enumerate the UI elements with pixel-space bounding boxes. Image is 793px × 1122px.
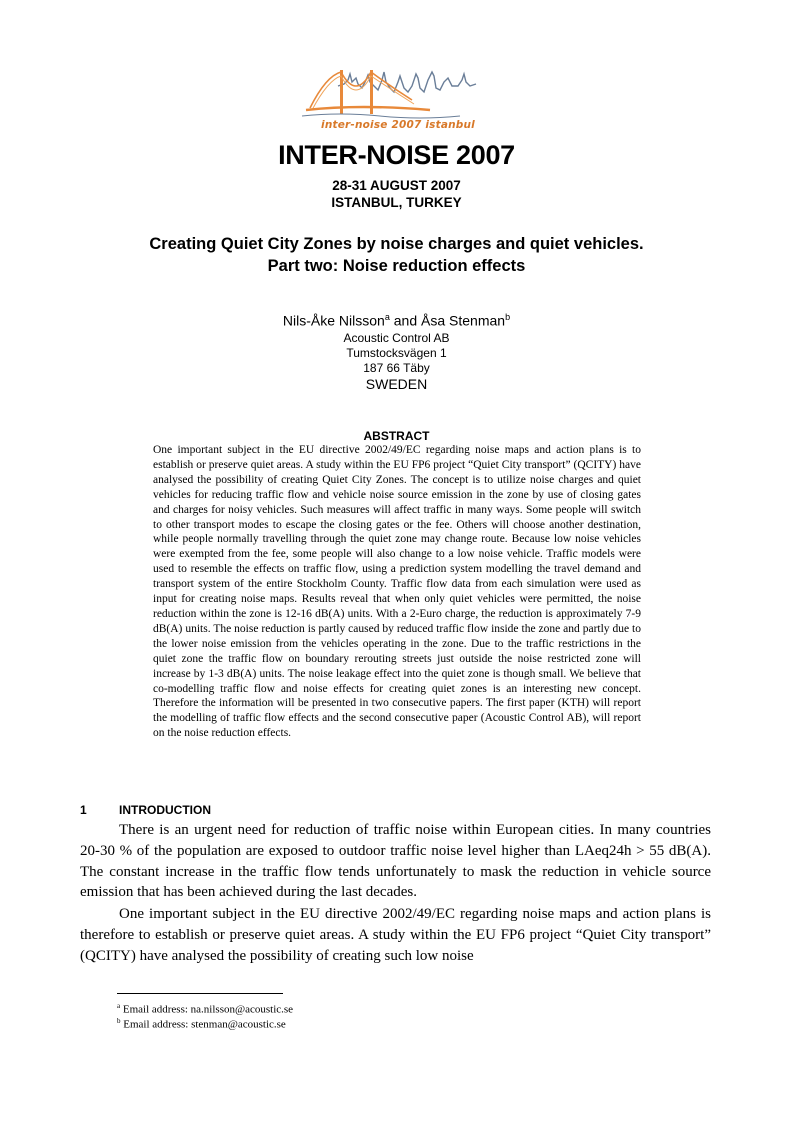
paper-title-line-1: Creating Quiet City Zones by noise charges and quiet vehicles. (149, 235, 644, 253)
footnote-a-mark: a (117, 1002, 121, 1010)
footnote-a (117, 1002, 293, 1016)
conference-date: 28-31 AUGUST 2007 (332, 178, 461, 193)
section-heading (80, 803, 211, 817)
intro-paragraph-1: There is an urgent need for reduction of traffic noise within European cities. In many countries 20-30 % of the population are exposed to outdoor traffic noise level higher than LAeq24h > 55 dB(A). The constant increase in the traffic flow tends unfortunately to mask the reduction in vehicle source emission that has been achieved during the last decades. (80, 822, 711, 901)
intro-paragraph-2: One important subject in the EU directive 2002/49/EC regarding noise maps and action plans is therefore to establish or preserve quiet areas. A study within the EU FP6 project “Quiet City transport” (QCITY) have analysed the possibility of creating such low noise (80, 906, 711, 964)
author-2-mark: b (505, 312, 511, 322)
abstract-heading: ABSTRACT (363, 429, 430, 443)
author-joiner: and (393, 312, 418, 329)
paper-title (60, 233, 733, 277)
affiliation-country: SWEDEN (365, 376, 428, 392)
conference-title: INTER-NOISE 2007 (278, 140, 515, 170)
author-2: Åsa Stenman (421, 312, 506, 329)
section-title: INTRODUCTION (119, 803, 211, 817)
affiliation-street: Tumstocksvägen 1 (346, 346, 447, 360)
abstract-body: One important subject in the EU directive 2002/49/EC regarding noise maps and action plans is to establish or preserve quiet areas. A study within the EU FP6 project “Quiet City transport” (QCITY) have analysed the possibility of creating Quiet City Zones. The concept is to utilize noise charges and quiet vehicles for reducing traffic flow and vehicle noise source emission in the zone by use of closing gates and charges for noisy vehicles. Such measures will affect traffic in many ways. Some people will switch to other transport modes to escape the closing gates or the fee. Others will choose another destination, while people normally travelling through the quiet zone may change route. Because low noise vehicles were exempted from the fee, some people will also change to a low noise vehicle. Traffic models were used to resemble the effects on traffic flow, using a prediction system modelling the travel demand and transport system of the entire Stockholm County. Traffic flow data from each simulation were used as input for creating noise maps. Results reveal that when only quiet vehicles were permitted, the noise reduction within the zone is 12-16 dB(A) units. With a 2-Euro charge, the reduction is approximately 7-9 dB(A) units. The noise reduction is partly caused by reduced traffic flow inside the zone and partly due to the lower noise emission from the vehicles operating in the zone. Due to the traffic restrictions in the quiet zone the traffic flow on boundary rerouting streets just outside the noise restricted zone will increase by 1-3 dB(A) units. The noise leakage effect into the quiet zone is though small. We believe that co-modelling traffic flow and noise effects for creating quiet zones is an interesting new concept. Therefore the information will be presented in two consecutive papers. The first paper (KTH) will report the modelling of traffic flow effects and the second consecutive paper (Acoustic Control AB), will report on the noise reduction effects. (153, 444, 641, 740)
author-1: Nils-Åke Nilsson (282, 312, 385, 329)
section-number: 1 (80, 803, 87, 817)
paper-title-line-2: Part two: Noise reduction effects (267, 257, 526, 275)
affiliation-organization: Acoustic Control AB (343, 331, 450, 345)
conference-location: ISTANBUL, TURKEY (331, 195, 462, 210)
footnote-b (117, 1017, 286, 1031)
footnote-divider (117, 993, 283, 994)
footnote-b-text: Email address: stenman@acoustic.se (123, 1018, 286, 1031)
footnote-b-mark: b (117, 1017, 121, 1025)
author-list (0, 312, 793, 329)
logo-text: inter-noise 2007 istanbul (321, 119, 475, 131)
affiliation-city: 187 66 Täby (363, 361, 430, 375)
footnote-a-text: Email address: na.nilsson@acoustic.se (122, 1003, 294, 1016)
bridge-skyline-icon (300, 66, 500, 120)
author-1-mark: a (384, 312, 390, 322)
